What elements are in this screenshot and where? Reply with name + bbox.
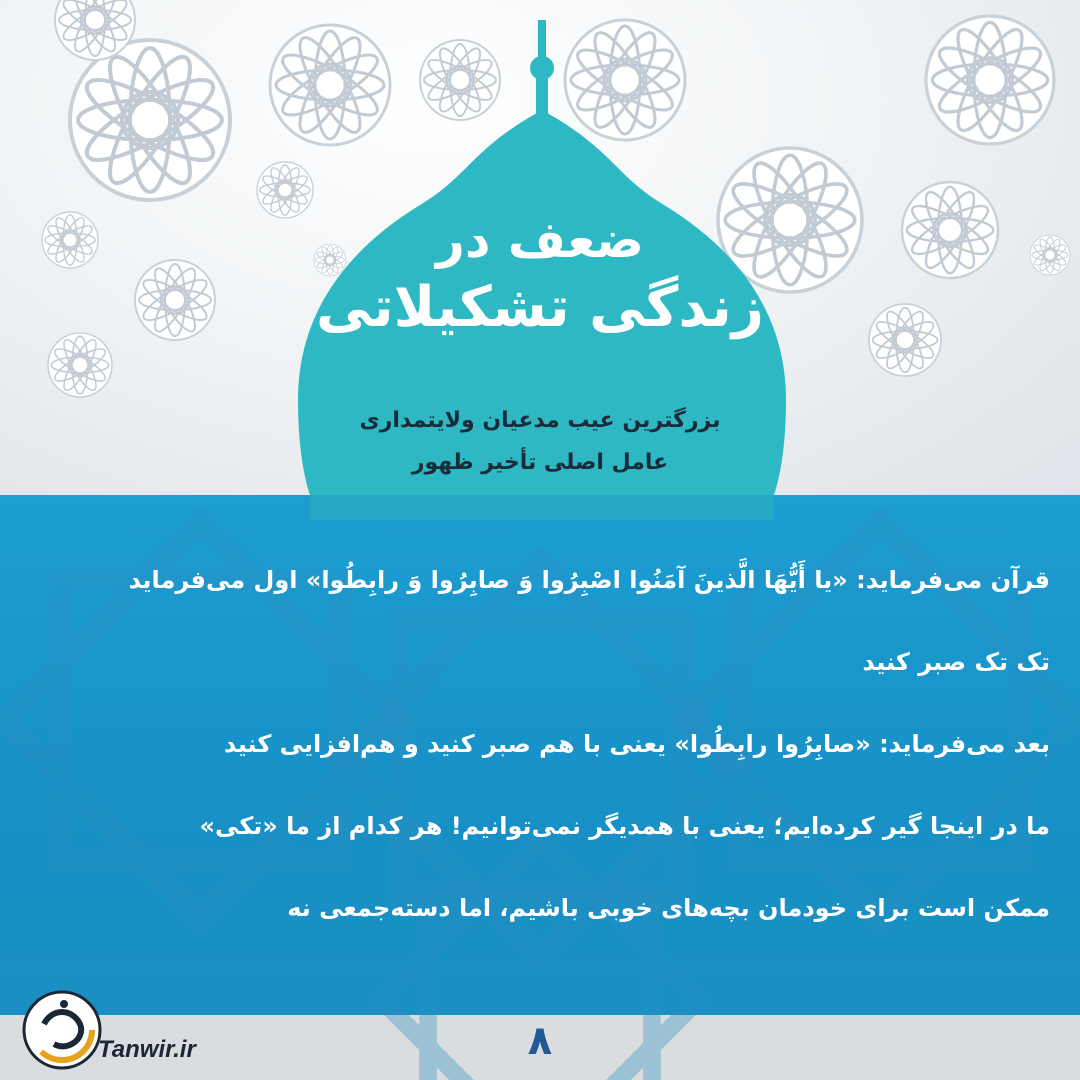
page-number: ۸ [527,1018,553,1064]
title-line-1: ضعف در [436,211,644,269]
body-text [30,556,1050,966]
body-line-5: ممکن است برای خودمان بچه‌های خوبی باشیم، اما دسته‌جمعی نه [287,894,1050,922]
body-line-4: ما در اینجا گیر کرده‌ایم؛ یعنی با همدیگر نمی‌توانیم! هر کدام از ما «تکی» [199,812,1050,840]
tanwir-logo [24,992,100,1068]
subtitle-line-1: بزرگترین عیب مدعیان ولایتمداری [359,408,721,433]
body-line-1: قرآن می‌فرماید: «یا أَیُّهَا الَّذینَ آمَنُوا اصْبِرُوا وَ صابِرُوا وَ رابِطُوا» اول می‌فرماید [128,566,1050,594]
page-title [300,208,780,344]
subtitle [300,400,780,484]
subtitle-line-2: عامل اصلی تأخیر ظهور [411,450,669,475]
body-line-3: بعد می‌فرماید: «صابِرُوا رابِطُوا» یعنی با هم صبر کنید و هم‌افزایی کنید [223,730,1050,758]
site-name: Tanwir.ir [98,1036,196,1063]
body-line-2: تک تک صبر کنید [862,648,1050,676]
title-line-2: زندگی تشکیلاتی [316,275,764,340]
